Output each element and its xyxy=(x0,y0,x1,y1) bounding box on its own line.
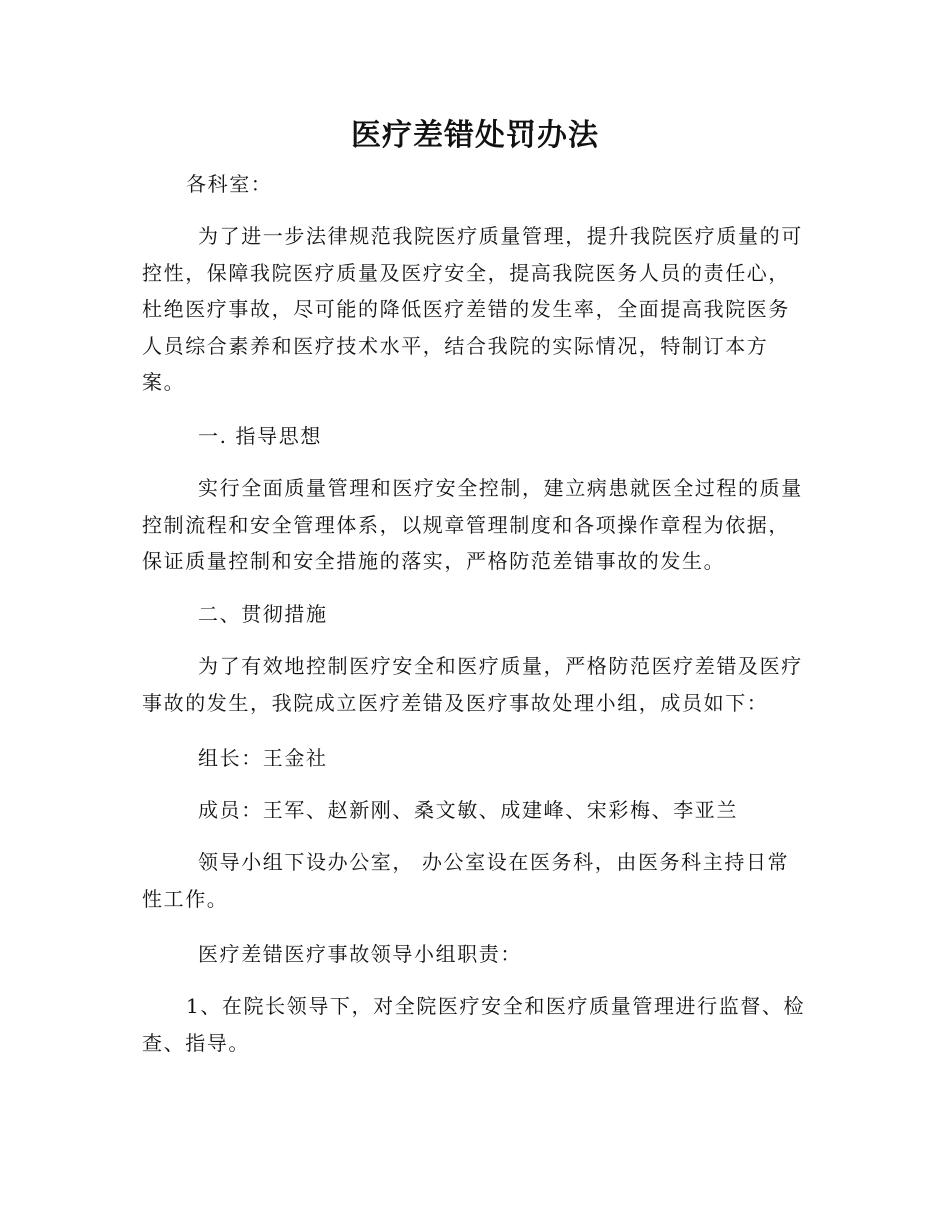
section2-line-1: 为了有效地控制医疗安全和医疗质量，严格防范医疗差错及医疗 xyxy=(198,654,803,678)
members-line: 成员：王军、赵新刚、桑文敏、成建峰、宋彩梅、李亚兰 xyxy=(198,798,738,822)
office-line-1: 领导小组下设办公室， 办公室设在医务科，由医务科主持日常 xyxy=(198,850,790,874)
intro-line-1: 为了进一步法律规范我院医疗质量管理，提升我院医疗质量的可 xyxy=(198,224,803,248)
duty1-paragraph xyxy=(142,988,808,1061)
leader-line: 组长：王金社 xyxy=(198,746,328,770)
section2-line-2: 事故的发生，我院成立医疗差错及医疗事故处理小组，成员如下： xyxy=(142,690,769,715)
intro-line-4: 人员综合素养和医疗技术水平，结合我院的实际情况，特制订本方 xyxy=(142,333,769,358)
salutation: 各科室： xyxy=(186,172,273,196)
section1-paragraph xyxy=(142,470,808,580)
intro-line-2: 控性，保障我院医疗质量及医疗安全，提高我院医务人员的责任心， xyxy=(142,260,790,285)
section1-heading: 一. 指导思想 xyxy=(198,424,322,448)
duty1-line-1: 1、在院长领导下，对全院医疗安全和医疗质量管理进行监督、检 xyxy=(186,994,806,1018)
duty1-line-2: 查、指导。 xyxy=(142,1030,250,1055)
intro-line-3: 杜绝医疗事故，尽可能的降低医疗差错的发生率，全面提高我院医务 xyxy=(142,297,790,321)
section1-line-3: 保证质量控制和安全措施的落实，严格防范差错事故的发生。 xyxy=(142,549,726,573)
section2-paragraph xyxy=(142,648,808,721)
section1-line-2: 控制流程和安全管理体系，以规章管理制度和各项操作章程为依据， xyxy=(142,512,790,537)
section2-heading: 二、贯彻措施 xyxy=(198,602,328,626)
office-line-2: 性工作。 xyxy=(142,886,229,911)
document-title: 医疗差错处罚办法 xyxy=(351,118,599,153)
office-paragraph xyxy=(142,844,808,917)
intro-line-5: 案。 xyxy=(142,370,186,394)
section1-line-1: 实行全面质量管理和医疗安全控制，建立病患就医全过程的质量 xyxy=(198,476,803,500)
duties-heading: 医疗差错医疗事故领导小组职责： xyxy=(198,942,522,966)
intro-paragraph xyxy=(142,218,808,401)
